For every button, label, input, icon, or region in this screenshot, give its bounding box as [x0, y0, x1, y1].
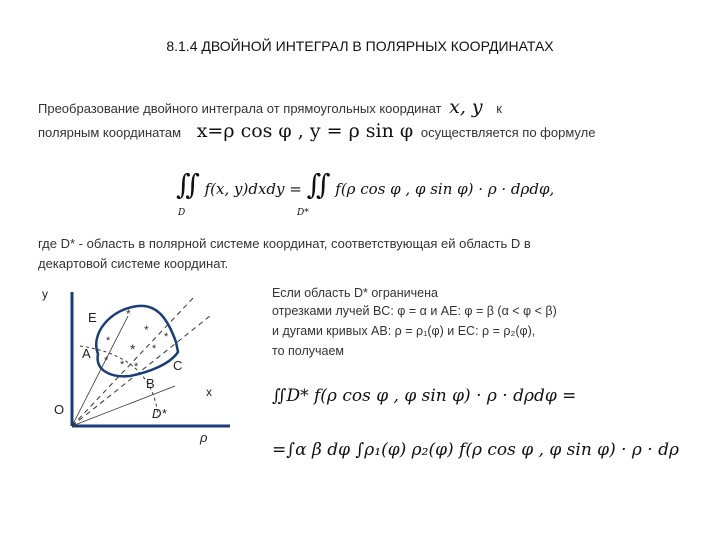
right-line-4: то получаем — [272, 344, 345, 358]
star-mark: * — [130, 341, 136, 357]
formula-rhs: f(ρ cos φ , φ sin φ) · ρ · dρdφ, — [335, 180, 555, 198]
region-label: D* — [152, 406, 167, 421]
formula-rhs-sub: D* — [297, 208, 309, 218]
intro-vars: x, y — [449, 96, 483, 118]
point-b-label: B — [146, 376, 155, 391]
right-line-2: отрезками лучей BC: φ = α и AE: φ = β (α < φ < β) — [272, 304, 557, 318]
y-axis-label: y — [42, 287, 48, 301]
polar-formula-2: =∫α β dφ ∫ρ₁(φ) ρ₂(φ) f(ρ cos φ , φ sin φ) · ρ · dρ — [272, 440, 679, 460]
point-a-label: A — [82, 346, 91, 361]
intro-line-1 — [38, 96, 502, 118]
star-mark: * — [152, 343, 157, 355]
intro-line-2 — [38, 120, 595, 142]
star-mark: * — [144, 323, 149, 337]
star-mark: * — [106, 335, 111, 347]
intro-text-2-end: осуществляется по формуле — [420, 125, 596, 140]
x-axis-label: x — [206, 385, 212, 399]
main-formula — [176, 168, 554, 201]
star-mark: * — [104, 355, 109, 367]
page-title: 8.1.4 ДВОЙНОЙ ИНТЕГРАЛ В ПОЛЯРНЫХ КООРДИНАТАХ — [166, 38, 554, 54]
double-integral-sign: ∬ — [306, 168, 331, 201]
ray-alpha — [72, 316, 210, 426]
rho-axis-label: ρ — [200, 430, 208, 445]
formula-eq: = — [289, 180, 302, 198]
origin-label: O — [54, 402, 65, 417]
definition-line-1: где D* - область в полярной системе координат, соответствующая ей область D в — [38, 236, 531, 251]
star-mark: * — [134, 361, 139, 373]
polar-diagram — [40, 284, 240, 454]
star-mark: * — [164, 331, 169, 343]
star-mark: * — [126, 307, 131, 321]
intro-text-1: Преобразование двойного интеграла от прямоугольных координат — [38, 101, 442, 116]
definition-line-2: декартовой системе координат. — [38, 256, 229, 271]
intro-text-2: полярным координатам — [38, 125, 182, 140]
polar-formula-1: ∬D* f(ρ cos φ , φ sin φ) · ρ · dρdφ = — [272, 386, 577, 406]
formula-lhs-sub: D — [178, 208, 186, 218]
star-mark: * — [120, 359, 125, 371]
intro-text-1-end: к — [496, 101, 502, 116]
right-line-1: Если область D* ограничена — [272, 286, 438, 300]
formula-lhs: f(x, y)dxdy — [204, 180, 285, 198]
double-integral-sign: ∬ — [176, 168, 200, 201]
right-line-3: и дугами кривых AB: ρ = ρ₁(φ) и EC: ρ = ρ₂(φ), — [272, 324, 536, 338]
point-c-label: C — [173, 358, 183, 373]
polar-substitution: x=ρ cos φ , y = ρ sin φ — [196, 120, 414, 142]
point-e-label: E — [88, 310, 97, 325]
